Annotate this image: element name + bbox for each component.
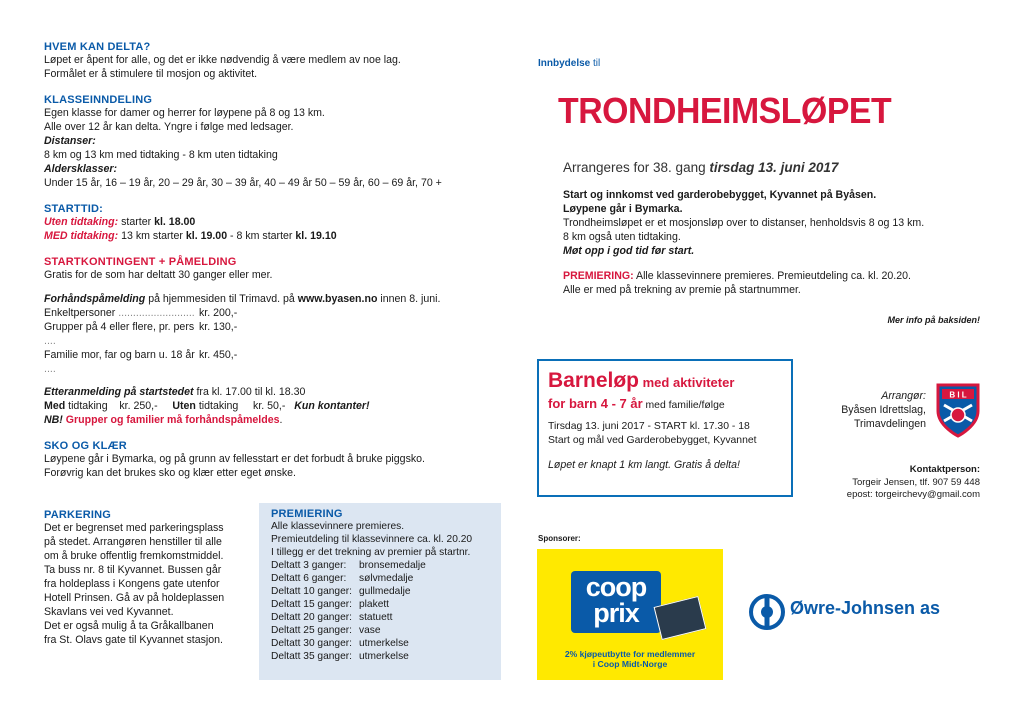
parkering-line: fra St. Olavs gate til Kyvannet stasjon. [44, 634, 224, 646]
owre-johnsen-name: Øwre-Johnsen as [790, 598, 941, 618]
start-med: MED tidtaking: 13 km starter kl. 19.00 - 8 km starter kl. 19.10 [44, 230, 337, 242]
premiering-line: I tillegg er det trekning av premier på startnr. [271, 547, 471, 558]
premiering-row: Deltatt 35 ganger: utmerkelse [271, 651, 409, 662]
barnelop-sub: for barn 4 - 7 år med familie/følge [548, 396, 725, 411]
start-uten: Uten tidtaking: starter kl. 18.00 [44, 216, 196, 228]
sko-line-2: Forøvrig kan det brukes sko og klær etter eget ønske. [44, 467, 296, 479]
premiering-line: Alle klassevinnere premieres. [271, 521, 405, 532]
section-title-premiering: PREMIERING [271, 508, 343, 520]
premiering-info-2: Alle er med på trekning av premie på startnummer. [563, 284, 801, 296]
barnelop-box [537, 359, 793, 497]
parkering-line: på stedet. Arrangøren henstiller til alle [44, 536, 222, 548]
owre-johnsen-logo [749, 594, 785, 630]
premiering-row: Deltatt 20 ganger: statuett [271, 612, 393, 623]
kontingent-line: Gratis for de som har deltatt 30 ganger eller mer. [44, 269, 273, 281]
section-title-sko: SKO OG KLÆR [44, 440, 127, 452]
barnelop-line-2: Start og mål ved Garderobebygget, Kyvannet [548, 435, 757, 446]
parkering-line: Hotell Prinsen. Gå av på holdeplassen [44, 592, 225, 604]
innbydelse-label: Innbydelse til [538, 58, 601, 69]
hvem-line-2: Formålet er å stimulere til mosjon og aktivitet. [44, 68, 258, 80]
klasse-line-1: Egen klasse for damer og herrer for løypene på 8 og 13 km. [44, 107, 325, 119]
info-block [563, 188, 988, 297]
coop-prix-ad [537, 549, 723, 680]
barnelop-title: Barneløp med aktiviteter [548, 369, 735, 392]
forhand-line: Forhåndspåmelding på hjemmesiden til Trimavd. på www.byasen.no innen 8. juni. [44, 293, 441, 305]
section-title-hvem: HVEM KAN DELTA? [44, 41, 151, 53]
coop-logo: coop prix [571, 571, 661, 633]
distanser-label: Distanser: [44, 135, 96, 147]
premiering-row: Deltatt 6 ganger: sølvmedalje [271, 573, 414, 584]
arrangor-line-1: Byåsen Idrettslag, [841, 404, 926, 416]
arrangor-block [806, 389, 926, 431]
nb-line: NB! Grupper og familier må forhåndspåmeldes. [44, 414, 283, 426]
barnelop-line-1: Tirsdag 13. juni 2017 - START kl. 17.30 - 18 [548, 421, 750, 432]
sko-line-1: Løypene går i Bymarka, og på grunn av fellesstart er det forbudt å bruke piggsko. [44, 453, 425, 465]
mer-info: Mer info på baksiden! [887, 315, 980, 325]
section-title-start: STARTTID: [44, 203, 104, 215]
kontakt-line-1: Torgeir Jensen, tlf. 907 59 448 [852, 476, 980, 488]
etter-prices: Med tidtaking kr. 250,- Uten tidtaking kr. 50,- Kun kontanter! [44, 400, 370, 412]
section-title-parkering: PARKERING [44, 509, 111, 521]
arrangeres-line: Arrangeres for 38. gang tirsdag 13. juni 2017 [563, 160, 839, 175]
premiering-line: Premieutdeling til klassevinnere ca. kl. 20.20 [271, 534, 473, 545]
coop-caption-2: i Coop Midt-Norge [592, 659, 668, 669]
distanser-text: 8 km og 13 km med tidtaking - 8 km uten tidtaking [44, 149, 278, 161]
parkering-line: fra holdeplass i Kongens gate utenfor [44, 578, 220, 590]
parkering-line: Det er begrenset med parkeringsplass [44, 522, 224, 534]
alder-text: Under 15 år, 16 – 19 år, 20 – 29 år, 30 – 39 år, 40 – 49 år 50 – 59 år, 60 – 69 år, 70 + [44, 177, 442, 189]
premiering-row: Deltatt 3 ganger: bronsemedalje [271, 560, 426, 571]
main-title: TRONDHEIMSLØPET [558, 90, 892, 131]
desc-line-2: 8 km også uten tidtaking. [563, 231, 681, 243]
section-title-klasse: KLASSEINNDELING [44, 94, 153, 106]
mote-line: Møt opp i god tid før start. [563, 245, 695, 257]
bil-logo-text: B I L [949, 390, 967, 400]
arrangor-label: Arrangør: [881, 390, 926, 402]
parkering-section [44, 509, 254, 647]
premiering-row: Deltatt 15 ganger: plakett [271, 599, 390, 610]
parkering-line: Skavlans vei ved Kyvannet. [44, 606, 174, 618]
member-card-icon [654, 596, 707, 640]
premiering-row: Deltatt 10 ganger: gullmedalje [271, 586, 411, 597]
premiering-panel [259, 503, 501, 680]
bil-logo [934, 381, 982, 439]
kontakt-line-2: epost: torgeirchevy@gmail.com [846, 489, 980, 500]
premiering-row: Deltatt 30 ganger: utmerkelse [271, 638, 409, 649]
desc-line-1: Trondheimsløpet er et mosjonsløp over to distanser, henholdsvis 8 og 13 km. [563, 217, 925, 229]
parkering-line: Det er også mulig å ta Gråkallbanen [44, 620, 214, 632]
premiering-row: Deltatt 25 ganger: vase [271, 625, 381, 636]
parkering-line: om å bruke offentlig fremkomstmiddel. [44, 550, 224, 562]
klasse-line-2: Alle over 12 år kan delta. Yngre i følge med ledsager. [44, 121, 294, 133]
section-title-kontingent: STARTKONTINGENT + PÅMELDING [44, 256, 237, 268]
sponsorer-label: Sponsorer: [538, 534, 581, 543]
barnelop-foot: Løpet er knapt 1 km langt. Gratis å delta! [548, 459, 740, 471]
left-column [44, 41, 504, 480]
premiering-info: PREMIERING: Alle klassevinnere premieres. Premieutdeling ca. kl. 20.20. [563, 270, 911, 282]
kontakt-block [800, 464, 980, 502]
etter-line: Etteranmelding på startstedet fra kl. 17.00 til kl. 18.30 [44, 386, 306, 398]
parkering-line: Ta buss nr. 8 til Kyvannet. Bussen går [44, 564, 222, 576]
loype-line: Løypene går i Bymarka. [563, 203, 683, 215]
price-row: Grupper på 4 eller flere, pr. pers .... kr. 130,- [44, 321, 238, 347]
hvem-line-1: Løpet er åpent for alle, og det er ikke nødvendig å være medlem av noe lag. [44, 54, 401, 66]
arrangor-line-2: Trimavdelingen [853, 418, 926, 430]
start-line: Start og innkomst ved garderobebygget, Kyvannet på Byåsen. [563, 189, 877, 201]
kontakt-label: Kontaktperson: [909, 464, 980, 475]
alder-label: Aldersklasser: [44, 163, 118, 175]
coop-caption-1: 2% kjøpeutbytte for medlemmer [564, 649, 696, 659]
price-row: Familie mor, far og barn u. 18 år .... kr. 450,- [44, 349, 238, 375]
price-row: Enkeltpersoner .......................... kr. 200,- [44, 307, 238, 319]
